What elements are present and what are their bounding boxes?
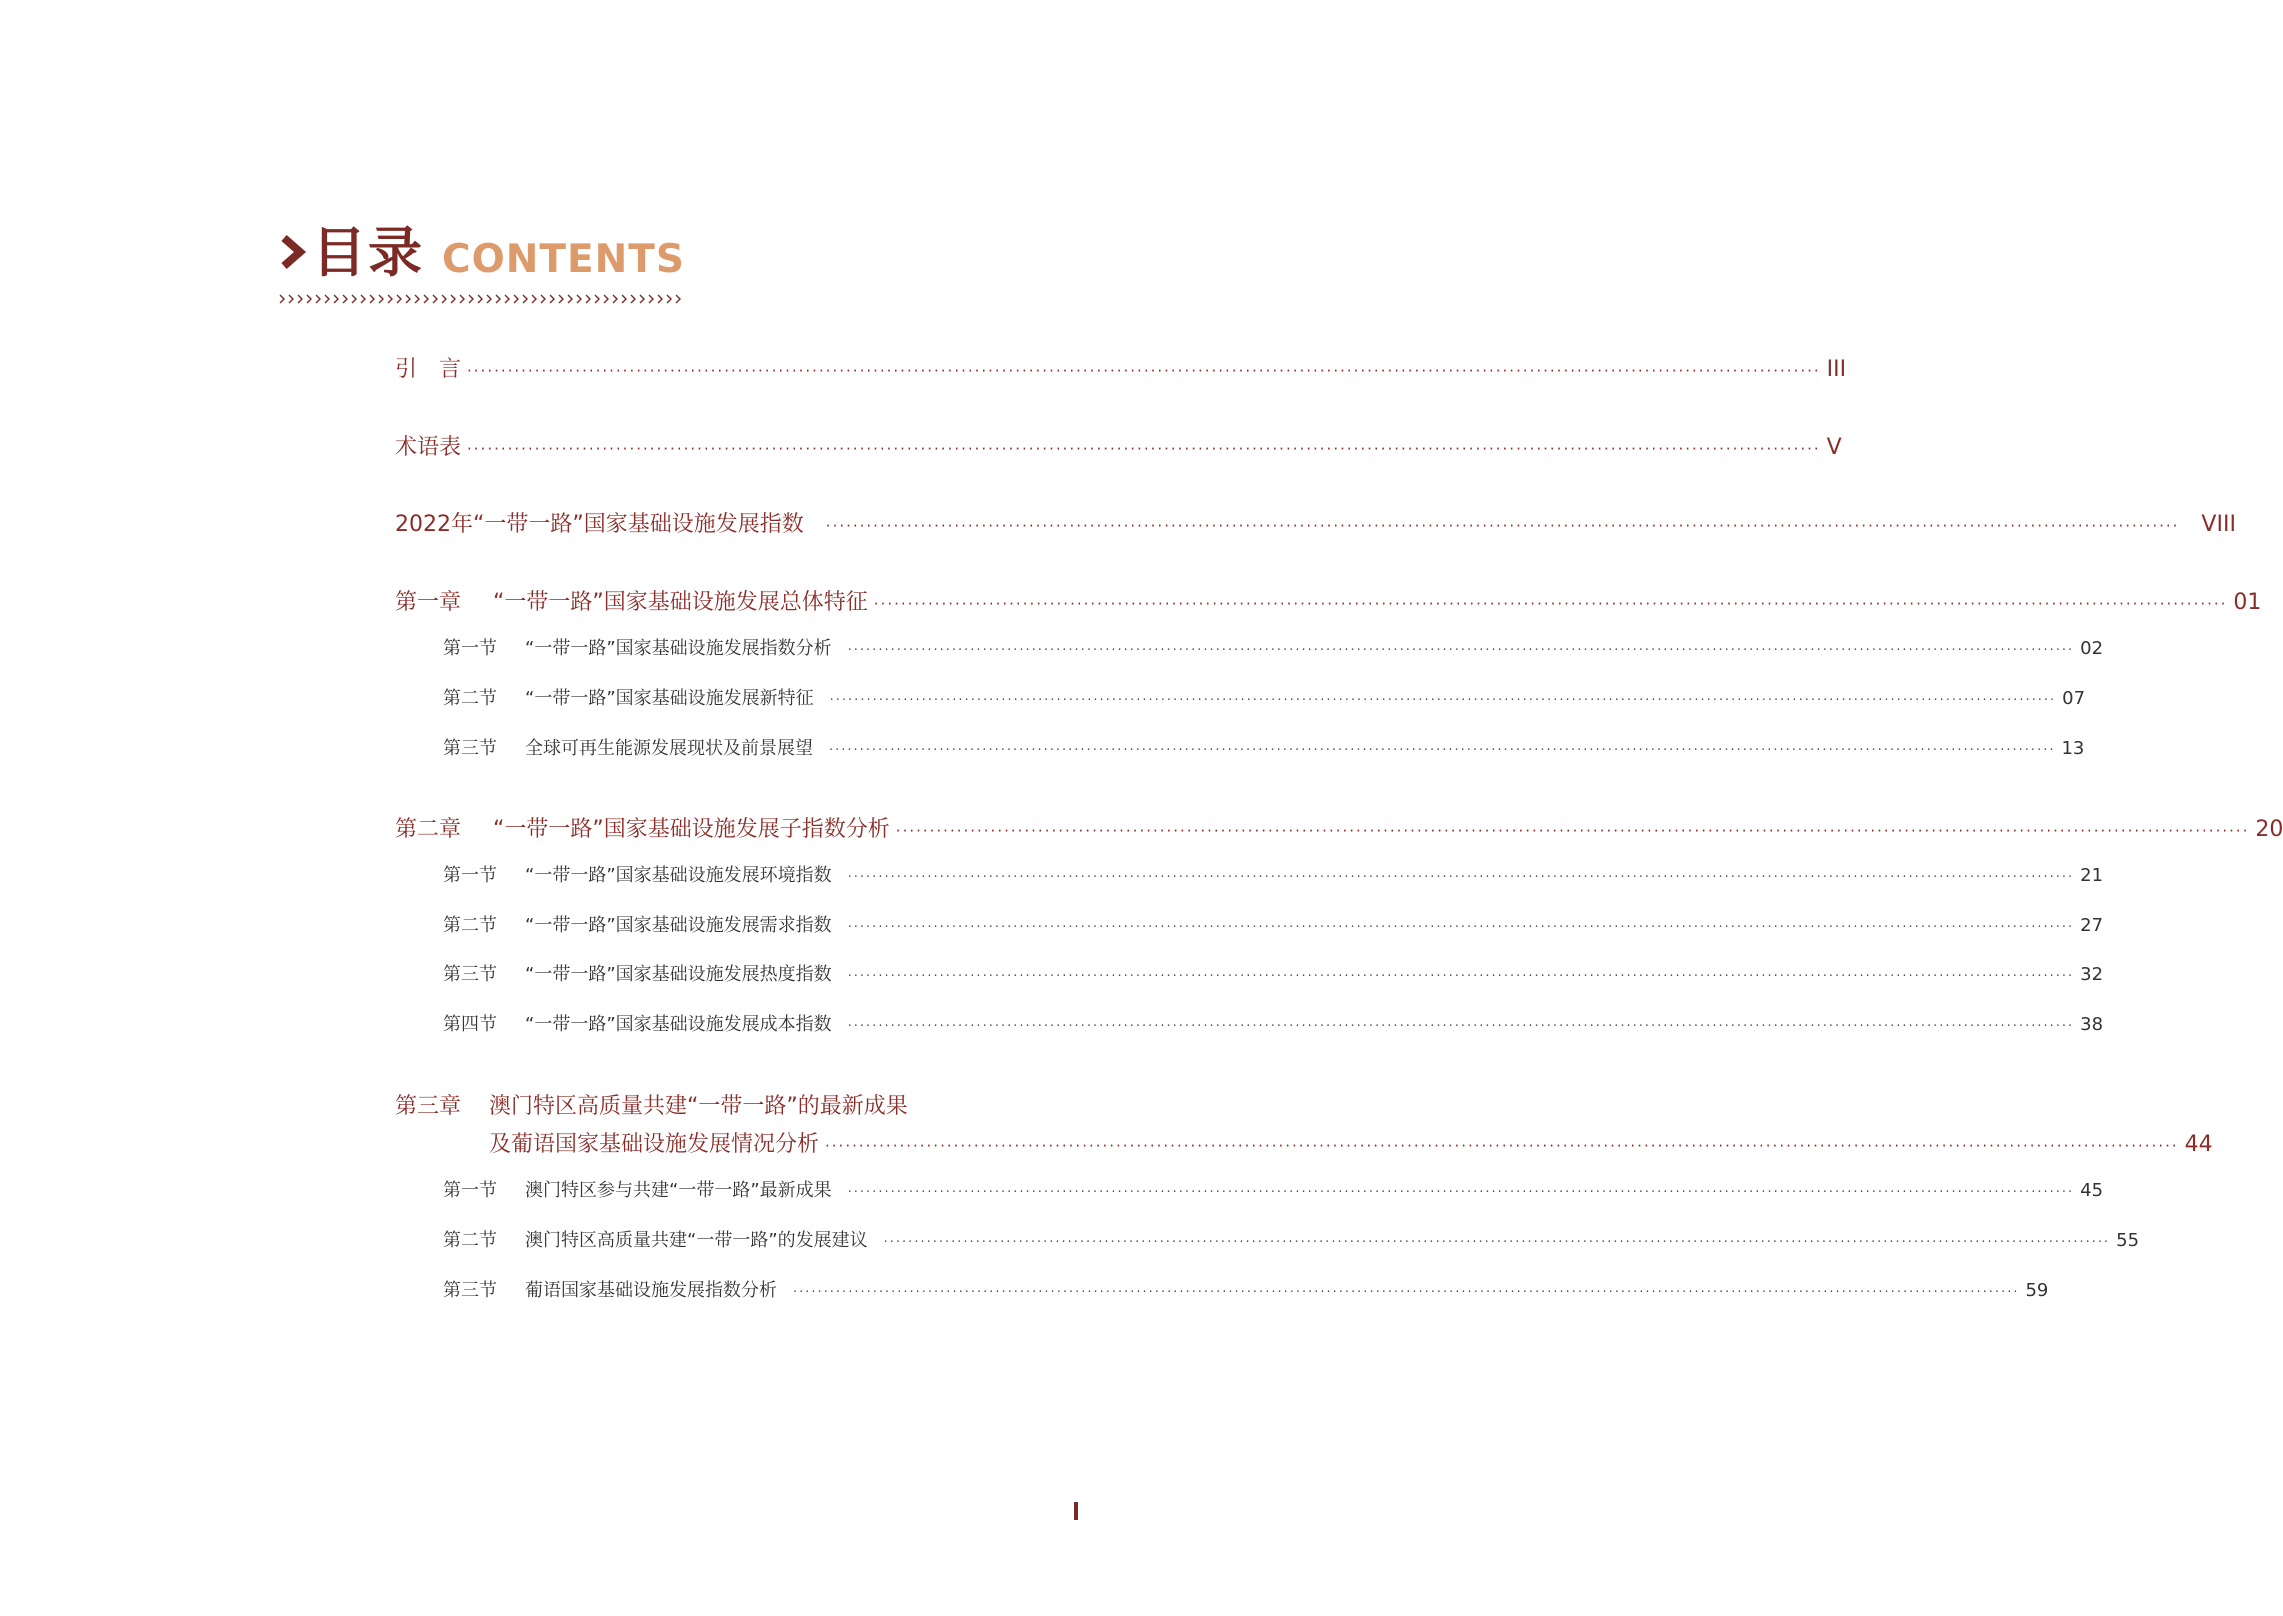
rule-chevron bbox=[325, 295, 329, 303]
rule-chevron bbox=[586, 295, 590, 303]
leader-dots: ········································································································································································································ bbox=[895, 822, 2250, 840]
rule-chevron bbox=[433, 295, 437, 303]
toc-chapter-1[interactable] bbox=[395, 587, 2262, 619]
rule-chevron bbox=[514, 295, 518, 303]
rule-chevron bbox=[658, 295, 662, 303]
toc-chapter-2[interactable] bbox=[395, 814, 2283, 846]
page-title-english: CONTENTS bbox=[442, 237, 685, 282]
toc-page-number: VIII bbox=[2201, 512, 2236, 537]
section-title: “一带一路”国家基础设施发展成本指数 bbox=[525, 1014, 832, 1035]
toc-section-3-3[interactable] bbox=[443, 1277, 2049, 1305]
rule-chevron bbox=[568, 295, 572, 303]
leader-dots: ········································································································································································································ bbox=[847, 870, 2075, 885]
toc-page-number: 55 bbox=[2116, 1230, 2140, 1251]
toc-page-number: 07 bbox=[2062, 688, 2086, 709]
rule-chevron bbox=[577, 295, 581, 303]
toc-page-number: 01 bbox=[2233, 590, 2262, 615]
section-title: “一带一路”国家基础设施发展热度指数 bbox=[525, 964, 832, 985]
page-number-mark bbox=[1074, 1502, 1078, 1520]
toc-section-1-2[interactable] bbox=[443, 685, 2086, 713]
toc-page-number: 44 bbox=[2184, 1132, 2213, 1157]
rule-chevron bbox=[451, 295, 455, 303]
leader-dots: ········································································································································································································ bbox=[847, 1019, 2075, 1034]
chapter-title-line-1: 澳门特区高质量共建“一带一路”的最新成果 bbox=[489, 1094, 908, 1119]
rule-chevron bbox=[631, 295, 635, 303]
rule-chevron bbox=[604, 295, 608, 303]
rule-chevron bbox=[559, 295, 563, 303]
toc-page-number: V bbox=[1826, 435, 1842, 460]
section-label: 第二节 bbox=[443, 915, 497, 936]
toc-entry-intro[interactable] bbox=[395, 354, 1847, 386]
rule-chevron bbox=[676, 295, 680, 303]
toc-section-1-1[interactable] bbox=[443, 635, 2104, 663]
toc-page-number: 02 bbox=[2080, 638, 2104, 659]
rule-chevron bbox=[280, 295, 284, 303]
rule-chevron bbox=[316, 295, 320, 303]
section-label: 第二节 bbox=[443, 1230, 497, 1251]
section-title: “一带一路”国家基础设施发展环境指数 bbox=[525, 865, 832, 886]
rule-chevron bbox=[334, 295, 338, 303]
leader-dots: ········································································································································································································ bbox=[847, 643, 2075, 658]
rule-chevron bbox=[505, 295, 509, 303]
leader-dots: ········································································································································································································ bbox=[467, 440, 1821, 458]
chapter-title-line-2: 及葡语国家基础设施发展情况分析 bbox=[489, 1132, 820, 1157]
chapter-label: 第一章 bbox=[395, 590, 462, 615]
section-label: 第一节 bbox=[443, 865, 497, 886]
toc-page-number: 13 bbox=[2061, 738, 2085, 759]
toc-entry-title: 引 言 bbox=[395, 357, 462, 382]
rule-chevron bbox=[415, 295, 419, 303]
rule-chevron bbox=[298, 295, 302, 303]
rule-chevron bbox=[478, 295, 482, 303]
section-title: 全球可再生能源发展现状及前景展望 bbox=[525, 738, 813, 759]
rule-chevron bbox=[496, 295, 500, 303]
rule-chevron bbox=[487, 295, 491, 303]
section-title: 葡语国家基础设施发展指数分析 bbox=[525, 1280, 777, 1301]
toc-section-1-3[interactable] bbox=[443, 735, 2085, 763]
rule-chevron bbox=[307, 295, 311, 303]
leader-dots: ········································································································································································································ bbox=[793, 1285, 2020, 1300]
toc-page-number: 32 bbox=[2080, 964, 2104, 985]
rule-chevron bbox=[613, 295, 617, 303]
leader-dots: ········································································································································································································ bbox=[847, 1185, 2075, 1200]
section-label: 第三节 bbox=[443, 738, 497, 759]
rule-chevron bbox=[424, 295, 428, 303]
toc-page-number: 27 bbox=[2080, 915, 2104, 936]
toc-entry-glossary[interactable] bbox=[395, 432, 1842, 464]
leader-dots: ········································································································································································································ bbox=[825, 517, 2180, 535]
chevron-right-icon bbox=[278, 234, 306, 270]
leader-dots: ········································································································································································································ bbox=[467, 362, 1821, 380]
rule-chevron bbox=[406, 295, 410, 303]
decorative-arrow-rule bbox=[278, 292, 688, 306]
leader-dots: ········································································································································································································ bbox=[829, 743, 2056, 758]
rule-chevron bbox=[532, 295, 536, 303]
rule-chevron bbox=[667, 295, 671, 303]
section-label: 第二节 bbox=[443, 688, 497, 709]
rule-chevron bbox=[541, 295, 545, 303]
toc-page-number: III bbox=[1826, 357, 1847, 382]
leader-dots: ········································································································································································································ bbox=[825, 1137, 2179, 1155]
page-title: 目录 bbox=[312, 221, 424, 284]
toc-page-number: 45 bbox=[2080, 1180, 2104, 1201]
section-label: 第一节 bbox=[443, 1180, 497, 1201]
leader-dots: ········································································································································································································ bbox=[883, 1235, 2111, 1250]
toc-section-2-2[interactable] bbox=[443, 912, 2104, 940]
leader-dots: ········································································································································································································ bbox=[847, 920, 2075, 935]
toc-entry-title: 2022年“一带一路”国家基础设施发展指数 bbox=[395, 512, 804, 537]
toc-page-number: 59 bbox=[2025, 1280, 2049, 1301]
rule-chevron bbox=[649, 295, 653, 303]
section-label: 第三节 bbox=[443, 964, 497, 985]
section-title: 澳门特区高质量共建“一带一路”的发展建议 bbox=[525, 1230, 868, 1251]
rule-chevron bbox=[469, 295, 473, 303]
toc-section-2-1[interactable] bbox=[443, 862, 2104, 890]
rule-chevron bbox=[343, 295, 347, 303]
rule-chevron bbox=[595, 295, 599, 303]
toc-page-number: 21 bbox=[2080, 865, 2104, 886]
rule-chevron bbox=[352, 295, 356, 303]
toc-section-3-1[interactable] bbox=[443, 1177, 2104, 1205]
chapter-label: 第三章 bbox=[395, 1094, 462, 1119]
toc-section-3-2[interactable] bbox=[443, 1227, 2140, 1255]
section-label: 第四节 bbox=[443, 1014, 497, 1035]
toc-entry-title: 术语表 bbox=[395, 435, 462, 460]
toc-page-number: 20 bbox=[2255, 817, 2283, 842]
chapter-label: 第二章 bbox=[395, 817, 462, 842]
rule-chevron bbox=[289, 295, 293, 303]
section-label: 第三节 bbox=[443, 1280, 497, 1301]
rule-chevron bbox=[523, 295, 527, 303]
rule-chevron bbox=[550, 295, 554, 303]
toc-section-2-4[interactable] bbox=[443, 1011, 2104, 1039]
toc-section-2-3[interactable] bbox=[443, 961, 2104, 989]
section-title: 澳门特区参与共建“一带一路”最新成果 bbox=[525, 1180, 832, 1201]
rule-chevron bbox=[379, 295, 383, 303]
leader-dots: ········································································································································································································ bbox=[847, 969, 2075, 984]
chapter-title: “一带一路”国家基础设施发展总体特征 bbox=[493, 590, 868, 615]
rule-chevron bbox=[397, 295, 401, 303]
rule-chevron bbox=[622, 295, 626, 303]
leader-dots: ········································································································································································································ bbox=[829, 693, 2057, 708]
chapter-title: “一带一路”国家基础设施发展子指数分析 bbox=[493, 817, 890, 842]
rule-chevron bbox=[640, 295, 644, 303]
rule-chevron bbox=[442, 295, 446, 303]
toc-page-number: 38 bbox=[2080, 1014, 2104, 1035]
toc-chapter-3-continued[interactable] bbox=[489, 1129, 2213, 1161]
section-title: “一带一路”国家基础设施发展指数分析 bbox=[525, 638, 832, 659]
toc-entry-index-2022[interactable] bbox=[395, 509, 2236, 541]
rule-chevron bbox=[370, 295, 374, 303]
section-title: “一带一路”国家基础设施发展新特征 bbox=[525, 688, 814, 709]
rule-chevron bbox=[361, 295, 365, 303]
leader-dots: ········································································································································································································ bbox=[873, 595, 2228, 613]
rule-chevron bbox=[460, 295, 464, 303]
section-title: “一带一路”国家基础设施发展需求指数 bbox=[525, 915, 832, 936]
toc-chapter-3[interactable] bbox=[395, 1091, 1069, 1123]
section-label: 第一节 bbox=[443, 638, 497, 659]
rule-chevron bbox=[388, 295, 392, 303]
